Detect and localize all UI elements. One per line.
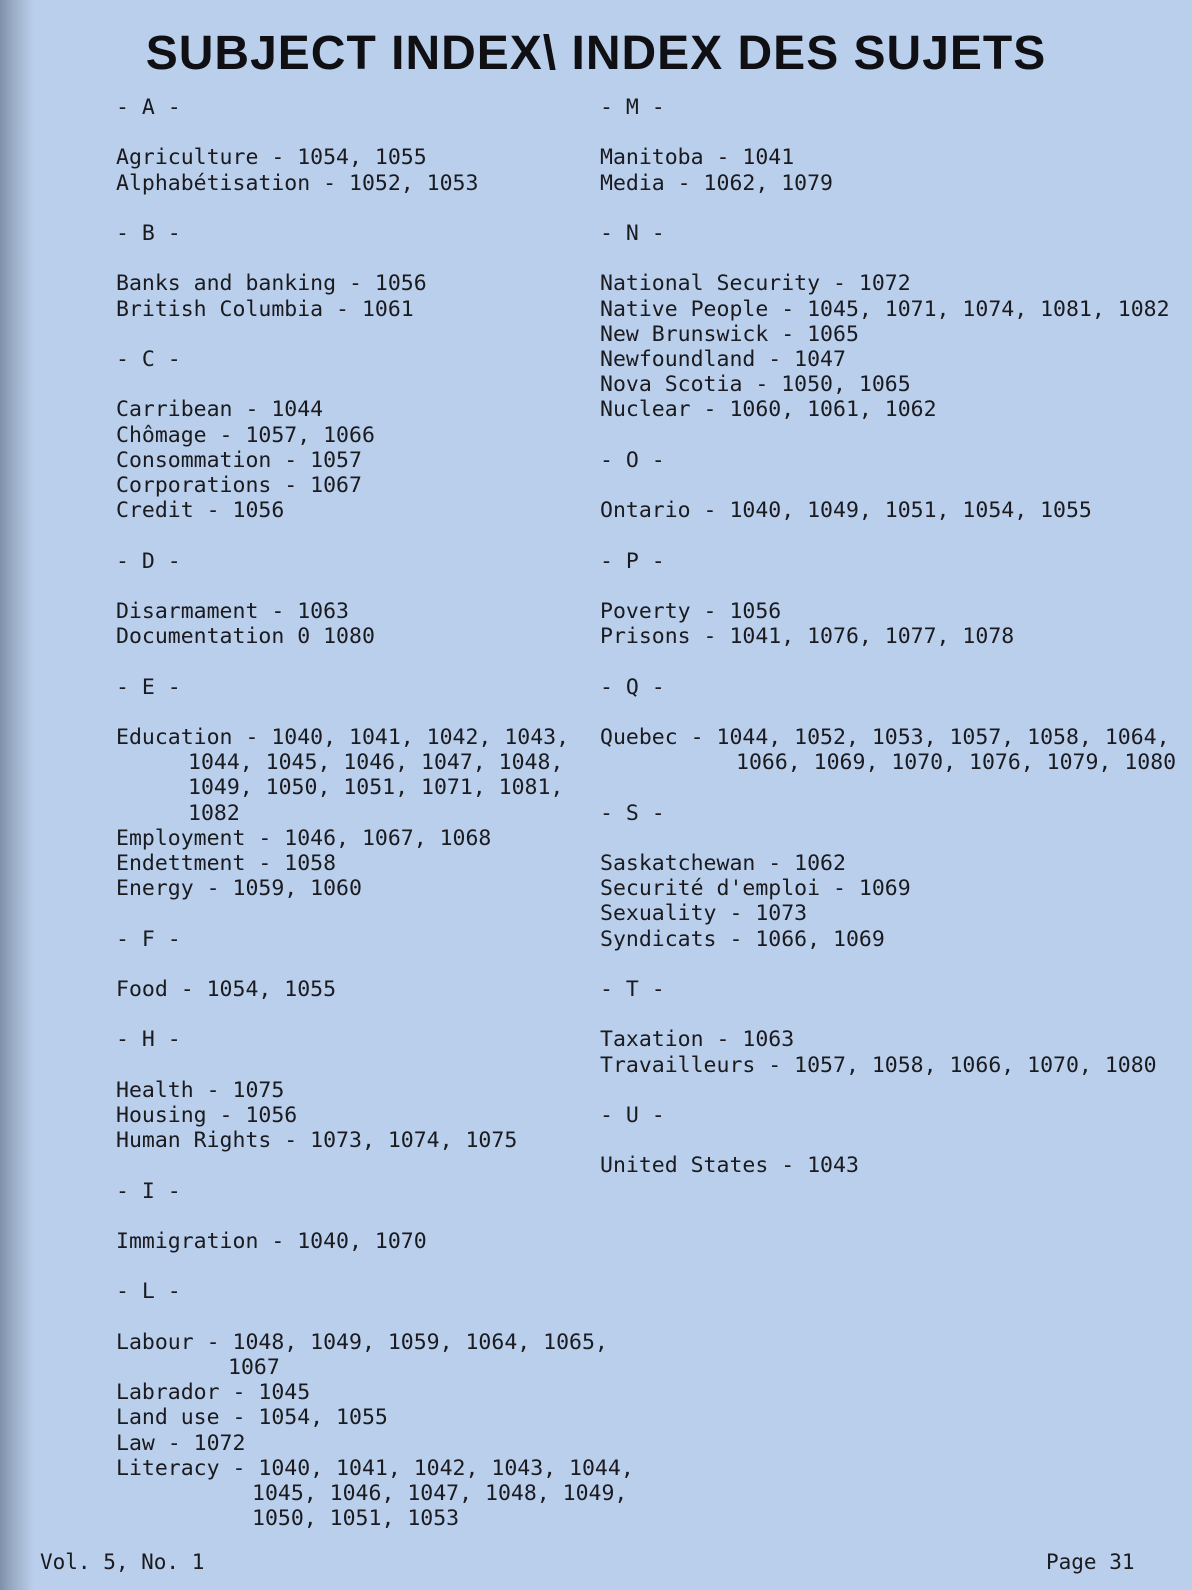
index-entry bbox=[600, 876, 1160, 901]
volume-number: Vol. 5, No. 1 bbox=[40, 1550, 205, 1574]
section-letter-header: - N - bbox=[600, 220, 665, 246]
section-letter-header: - L - bbox=[116, 1279, 181, 1305]
index-section bbox=[116, 927, 676, 1003]
index-entry-text: Manitoba - 1041 bbox=[600, 145, 795, 171]
section-letter-header: - U - bbox=[600, 1102, 665, 1128]
index-section bbox=[116, 1027, 676, 1153]
index-entry-text: Literacy - 1040, 1041, 1042, 1043, 1044, bbox=[116, 1455, 634, 1481]
index-section bbox=[116, 675, 676, 902]
index-entry-continuation: 1049, 1050, 1051, 1071, 1081, bbox=[188, 775, 564, 801]
index-entry-text: Nova Scotia - 1050, 1065 bbox=[600, 372, 911, 398]
section-letter-header: - B - bbox=[116, 220, 181, 246]
index-section bbox=[116, 1179, 676, 1255]
index-entry-text: Education - 1040, 1041, 1042, 1043, bbox=[116, 724, 570, 750]
index-entry bbox=[116, 1103, 676, 1128]
index-entry bbox=[600, 901, 1160, 926]
index-entry-text: Taxation - 1063 bbox=[600, 1027, 795, 1053]
index-entry bbox=[116, 297, 676, 322]
index-entry-text: Health - 1075 bbox=[116, 1077, 285, 1103]
section-letter-header: - E - bbox=[116, 674, 181, 700]
index-entry bbox=[600, 372, 1160, 397]
index-entry-text: Native People - 1045, 1071, 1074, 1081, 1082 bbox=[600, 296, 1170, 322]
index-entry-text: Endettment - 1058 bbox=[116, 850, 337, 876]
index-entry-text: Land use - 1054, 1055 bbox=[116, 1405, 388, 1431]
index-entry-continuation: 1082 bbox=[188, 800, 240, 826]
index-entry bbox=[116, 271, 676, 296]
index-section bbox=[600, 220, 1170, 423]
index-entry bbox=[600, 271, 1160, 296]
index-section bbox=[600, 977, 1160, 1078]
index-entry-text: Travailleurs - 1057, 1058, 1066, 1070, 1080 bbox=[600, 1052, 1157, 1078]
index-entry-text: Corporations - 1067 bbox=[116, 472, 362, 498]
index-entry bbox=[600, 347, 1160, 372]
index-entry bbox=[116, 423, 676, 448]
index-entry-text: British Columbia - 1061 bbox=[116, 296, 414, 322]
index-entry bbox=[116, 851, 676, 876]
index-entry-text: Syndicats - 1066, 1069 bbox=[600, 926, 885, 952]
index-entry-text: Immigration - 1040, 1070 bbox=[116, 1228, 427, 1254]
section-letter-header: - I - bbox=[116, 1178, 181, 1204]
index-entry bbox=[600, 171, 1160, 196]
section-letter-header: - Q - bbox=[600, 674, 665, 700]
index-entry-text: Credit - 1056 bbox=[116, 498, 285, 524]
index-entry-text: Securité d'emploi - 1069 bbox=[600, 876, 911, 902]
index-entry bbox=[116, 725, 676, 826]
page-title: SUBJECT INDEX\ INDEX DES SUJETS bbox=[145, 27, 1047, 80]
index-entry-text: Food - 1054, 1055 bbox=[116, 976, 337, 1002]
index-entry-text: National Security - 1072 bbox=[600, 271, 911, 297]
index-section bbox=[600, 674, 1177, 776]
index-entry-text: Employment - 1046, 1067, 1068 bbox=[116, 825, 492, 851]
index-section bbox=[116, 1279, 676, 1531]
index-section bbox=[600, 1103, 1160, 1179]
index-entry-text: Human Rights - 1073, 1074, 1075 bbox=[116, 1128, 518, 1154]
section-letter-header: - D - bbox=[116, 548, 181, 574]
section-letter-header: - O - bbox=[600, 447, 665, 473]
index-entry bbox=[116, 1431, 676, 1456]
index-entry-text: Chômage - 1057, 1066 bbox=[116, 422, 375, 448]
index-column-right bbox=[600, 95, 1177, 1204]
index-entry-text: United States - 1043 bbox=[600, 1153, 859, 1179]
index-section bbox=[600, 448, 1160, 524]
index-entry bbox=[600, 397, 1160, 422]
index-entry-text: Law - 1072 bbox=[116, 1430, 246, 1456]
index-entry bbox=[600, 851, 1160, 876]
index-entry bbox=[116, 599, 676, 624]
section-letter-header: - F - bbox=[116, 926, 181, 952]
index-entry-text: Newfoundland - 1047 bbox=[600, 346, 846, 372]
index-entry bbox=[116, 977, 676, 1002]
index-entry-text: Energy - 1059, 1060 bbox=[116, 876, 362, 902]
index-entry-text: Housing - 1056 bbox=[116, 1102, 298, 1128]
index-entry-continuation: 1067 bbox=[228, 1354, 280, 1380]
page-binding-shadow bbox=[0, 0, 34, 1590]
index-entry bbox=[600, 296, 1170, 322]
index-entry-continuation: 1044, 1045, 1046, 1047, 1048, bbox=[188, 750, 564, 776]
index-entry-text: Saskatchewan - 1062 bbox=[600, 850, 846, 876]
index-entry-text: Media - 1062, 1079 bbox=[600, 170, 833, 196]
section-letter-header: - M - bbox=[600, 95, 665, 120]
index-entry-text: Carribean - 1044 bbox=[116, 397, 324, 423]
index-entry-text: Nuclear - 1060, 1061, 1062 bbox=[600, 397, 937, 423]
index-entry-text: Consommation - 1057 bbox=[116, 447, 362, 473]
index-entry-text: Banks and banking - 1056 bbox=[116, 271, 427, 297]
index-section bbox=[116, 221, 676, 322]
index-entry bbox=[116, 826, 676, 851]
index-column-left bbox=[116, 95, 676, 1557]
index-section bbox=[116, 549, 676, 650]
index-entry bbox=[116, 498, 676, 523]
index-entry bbox=[116, 1405, 676, 1430]
index-entry-text: Labour - 1048, 1049, 1059, 1064, 1065, bbox=[116, 1329, 608, 1355]
index-entry-text: Poverty - 1056 bbox=[600, 598, 782, 624]
index-entry-text: Prisons - 1041, 1076, 1077, 1078 bbox=[600, 624, 1015, 650]
index-entry-text: Labrador - 1045 bbox=[116, 1380, 311, 1406]
index-entry bbox=[600, 927, 1160, 952]
index-entry bbox=[600, 599, 1160, 624]
index-entry bbox=[600, 498, 1160, 523]
index-section bbox=[600, 549, 1160, 650]
index-entry bbox=[116, 473, 676, 498]
index-entry bbox=[600, 624, 1160, 649]
index-entry-text: Ontario - 1040, 1049, 1051, 1054, 1055 bbox=[600, 498, 1092, 524]
index-entry-continuation: 1050, 1051, 1053 bbox=[252, 1506, 460, 1532]
index-entry bbox=[600, 1027, 1160, 1052]
index-entry-text: Quebec - 1044, 1052, 1053, 1057, 1058, 1064, bbox=[600, 724, 1170, 750]
section-letter-header: - A - bbox=[116, 95, 181, 120]
index-entry bbox=[116, 397, 676, 422]
index-entry bbox=[600, 1053, 1160, 1078]
index-entry bbox=[116, 1380, 676, 1405]
section-letter-header: - C - bbox=[116, 346, 181, 372]
section-letter-header: - P - bbox=[600, 548, 665, 574]
index-entry bbox=[600, 322, 1160, 347]
index-entry-text: Documentation 0 1080 bbox=[116, 624, 375, 650]
index-section bbox=[116, 95, 676, 196]
index-entry-text: Disarmament - 1063 bbox=[116, 598, 349, 624]
index-section bbox=[116, 347, 676, 523]
index-entry bbox=[116, 1078, 676, 1103]
index-entry-text: Agriculture - 1054, 1055 bbox=[116, 145, 427, 171]
index-entry-text: Alphabétisation - 1052, 1053 bbox=[116, 170, 479, 196]
section-letter-header: - S - bbox=[600, 800, 665, 826]
index-entry-continuation: 1045, 1046, 1047, 1048, 1049, bbox=[252, 1480, 628, 1506]
index-entry bbox=[116, 171, 676, 196]
index-section bbox=[600, 801, 1160, 952]
index-entry-text: Sexuality - 1073 bbox=[600, 901, 808, 927]
index-entry bbox=[116, 624, 676, 649]
index-entry bbox=[116, 1330, 676, 1380]
index-entry bbox=[600, 145, 1160, 170]
index-entry bbox=[116, 1229, 676, 1254]
index-entry bbox=[116, 1128, 676, 1153]
index-entry-continuation: 1066, 1069, 1070, 1076, 1079, 1080 bbox=[736, 750, 1177, 776]
section-letter-header: - T - bbox=[600, 976, 665, 1002]
index-entry bbox=[600, 724, 1177, 776]
section-letter-header: - H - bbox=[116, 1027, 181, 1053]
index-entry bbox=[600, 1153, 1160, 1178]
page-number: Page 31 bbox=[1046, 1550, 1135, 1574]
index-entry-text: New Brunswick - 1065 bbox=[600, 321, 859, 347]
index-section bbox=[600, 95, 1160, 196]
index-entry bbox=[116, 448, 676, 473]
index-entry bbox=[116, 876, 676, 901]
index-entry bbox=[116, 1456, 676, 1532]
index-entry bbox=[116, 145, 676, 170]
